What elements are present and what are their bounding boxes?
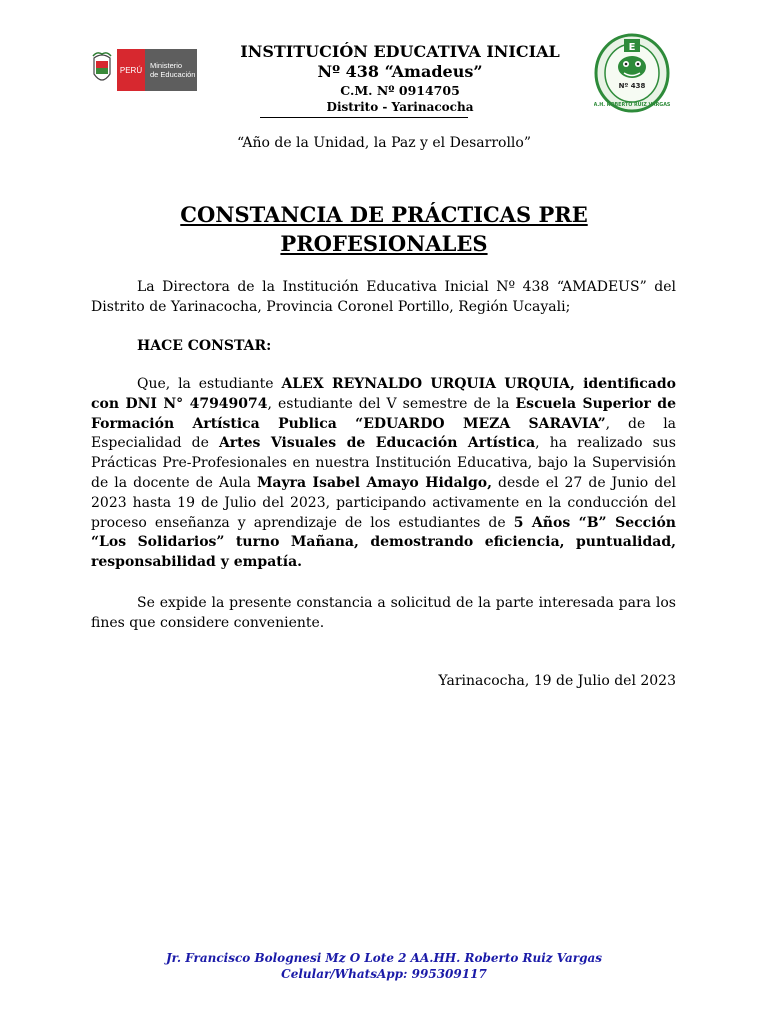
issue-date: Yarinacocha, 19 de Julio del 2023 bbox=[438, 673, 676, 689]
intro-paragraph: La Directora de la Institución Educativa Inicial Nº 438 “AMADEUS” del Distrito de Yarinacocha, Provincia Coronel Portillo, Región Ucayali; bbox=[91, 279, 676, 315]
student-name: ALEX REYNALDO URQUIA URQUIA, identificado con DNI N° 47949074 bbox=[91, 376, 676, 412]
ministry-label bbox=[145, 49, 197, 91]
header-divider bbox=[260, 117, 468, 118]
document-title bbox=[100, 200, 668, 258]
document-footer bbox=[0, 950, 768, 982]
institution-cm: C.M. Nº 0914705 bbox=[340, 83, 460, 98]
footer-phone: Celular/WhatsApp: 995309117 bbox=[281, 967, 487, 981]
title-line-2: PROFESIONALES bbox=[280, 231, 488, 256]
ministry-logo bbox=[91, 48, 199, 92]
peru-label: PERÚ bbox=[117, 49, 145, 91]
body-text-2: , estudiante del V semestre de la bbox=[267, 395, 516, 412]
body-text-4: , ha realizado sus Prácticas Pre-Profesionales en nuestra Institución Educativa, bajo la Supervisión de la docente de Aula bbox=[91, 435, 676, 491]
document-header bbox=[0, 0, 768, 122]
school-name: Escuela Superior de Formación Artística Publica “EDUARDO MEZA SARAVIA” bbox=[91, 395, 676, 432]
closing-paragraph: Se expide la presente constancia a solicitud de la parte interesada para los fines que considere conveniente. bbox=[91, 595, 676, 631]
specialty-name: Artes Visuales de Educación Artística bbox=[218, 435, 536, 452]
body-text-5: desde el 27 de Junio del 2023 hasta 19 de Julio del 2023, participando activamente en la conducción del proceso enseñanza y aprendizaje de los estudiantes de bbox=[91, 474, 676, 531]
supervisor-name: Mayra Isabel Amayo Hidalgo, bbox=[256, 474, 492, 491]
institution-name: INSTITUCIÓN EDUCATIVA INICIAL bbox=[240, 42, 560, 61]
body-text-1: Que, la estudiante bbox=[137, 376, 282, 392]
institution-number: Nº 438 “Amadeus” bbox=[317, 62, 483, 81]
school-logo bbox=[594, 33, 670, 113]
footer-address: Jr. Francisco Bolognesi Mz O Lote 2 AA.HH. Roberto Ruiz Vargas bbox=[165, 951, 603, 965]
national-shield-icon bbox=[91, 50, 113, 90]
ministry-line-1: Ministerio bbox=[150, 61, 183, 70]
body-paragraph bbox=[91, 375, 676, 573]
ministry-line-2: de Educación bbox=[150, 70, 196, 79]
year-motto: “Año de la Unidad, la Paz y el Desarrollo” bbox=[237, 135, 531, 151]
institution-district: Distrito - Yarinacocha bbox=[326, 100, 474, 114]
hace-constar-heading: HACE CONSTAR: bbox=[137, 338, 272, 354]
school-logo-letter: E bbox=[628, 42, 636, 53]
school-logo-number: Nº 438 bbox=[618, 82, 646, 90]
institution-heading bbox=[200, 42, 600, 115]
body-text-3: , de la Especialidad de bbox=[91, 415, 677, 452]
title-line-1: CONSTANCIA DE PRÁCTICAS PRE bbox=[180, 202, 588, 227]
school-logo-ring-text: A.H. ROBERTO RUIZ VARGAS bbox=[594, 103, 670, 108]
class-section: 5 Años “B” Sección “Los Solidarios” turno Mañana, demostrando eficiencia, puntualidad, responsabilidad y empatía. bbox=[91, 514, 676, 571]
